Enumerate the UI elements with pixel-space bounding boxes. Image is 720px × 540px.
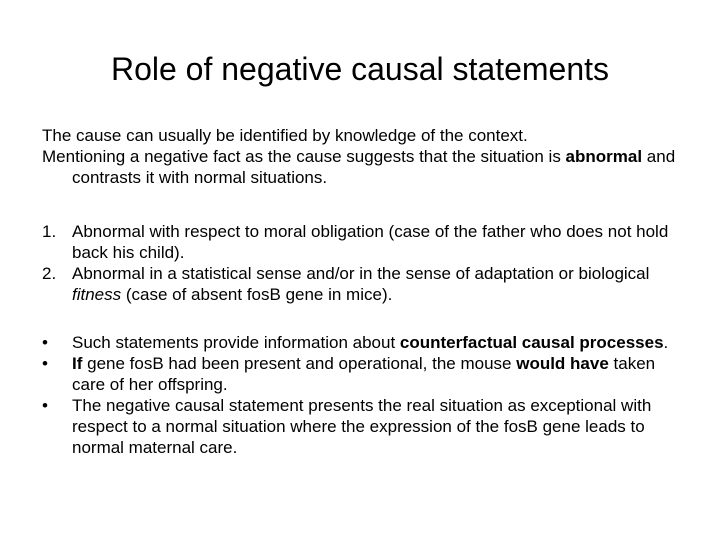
bullet-item-2-bold-if: If	[72, 354, 83, 373]
numbered-list	[42, 221, 682, 305]
bullet-item-3	[42, 395, 682, 458]
numbered-item-1-text: Abnormal with respect to moral obligation (case of the father who does not hold back his child).	[72, 222, 669, 262]
bullet-item-2-text-a: gene fosB had been present and operational, the mouse	[82, 354, 517, 373]
bullet-item-1-bold: counterfactual causal processes	[399, 333, 664, 352]
bullet-icon: •	[42, 396, 48, 415]
numbered-marker-2: 2.	[42, 264, 57, 283]
bullet-item-1-text-b: .	[663, 333, 669, 352]
numbered-item-2-text-a: Abnormal in a statistical sense and/or in the sense of adaptation or biological	[72, 264, 650, 283]
numbered-marker-1: 1.	[42, 222, 57, 241]
numbered-item-2	[42, 263, 682, 305]
intro-line-2	[42, 146, 682, 188]
intro-line-1	[42, 125, 682, 146]
bullet-item-3-text: The negative causal statement presents the real situation as exceptional with respect to a normal situation where the expression of the fosB gene leads to normal maternal care.	[72, 396, 652, 457]
numbered-item-1	[42, 221, 682, 263]
intro-bold-abnormal: abnormal	[565, 147, 643, 166]
bullet-item-1	[42, 332, 682, 353]
intro-line-1-text: The cause can usually be identified by knowledge of the context.	[42, 126, 528, 145]
bullet-list	[42, 332, 682, 458]
slide-title: Role of negative causal statements	[110, 51, 610, 87]
bullet-item-2	[42, 353, 682, 395]
bullet-item-1-text-a: Such statements provide information about	[72, 333, 400, 352]
bullet-item-2-bold-would-have: would have	[516, 354, 609, 373]
intro-block	[42, 125, 682, 188]
intro-line-2-text-b: and contrasts it with normal situations.	[72, 147, 676, 187]
numbered-item-2-text-b: (case of absent fosB gene in mice).	[121, 285, 393, 304]
bullet-icon: •	[42, 333, 48, 352]
bullet-item-2-text-b: taken care of her offspring.	[72, 354, 656, 394]
bullet-icon: •	[42, 354, 48, 373]
numbered-item-2-italic: fitness	[72, 285, 122, 304]
intro-line-2-text-a: Mentioning a negative fact as the cause suggests that the situation is	[42, 147, 566, 166]
